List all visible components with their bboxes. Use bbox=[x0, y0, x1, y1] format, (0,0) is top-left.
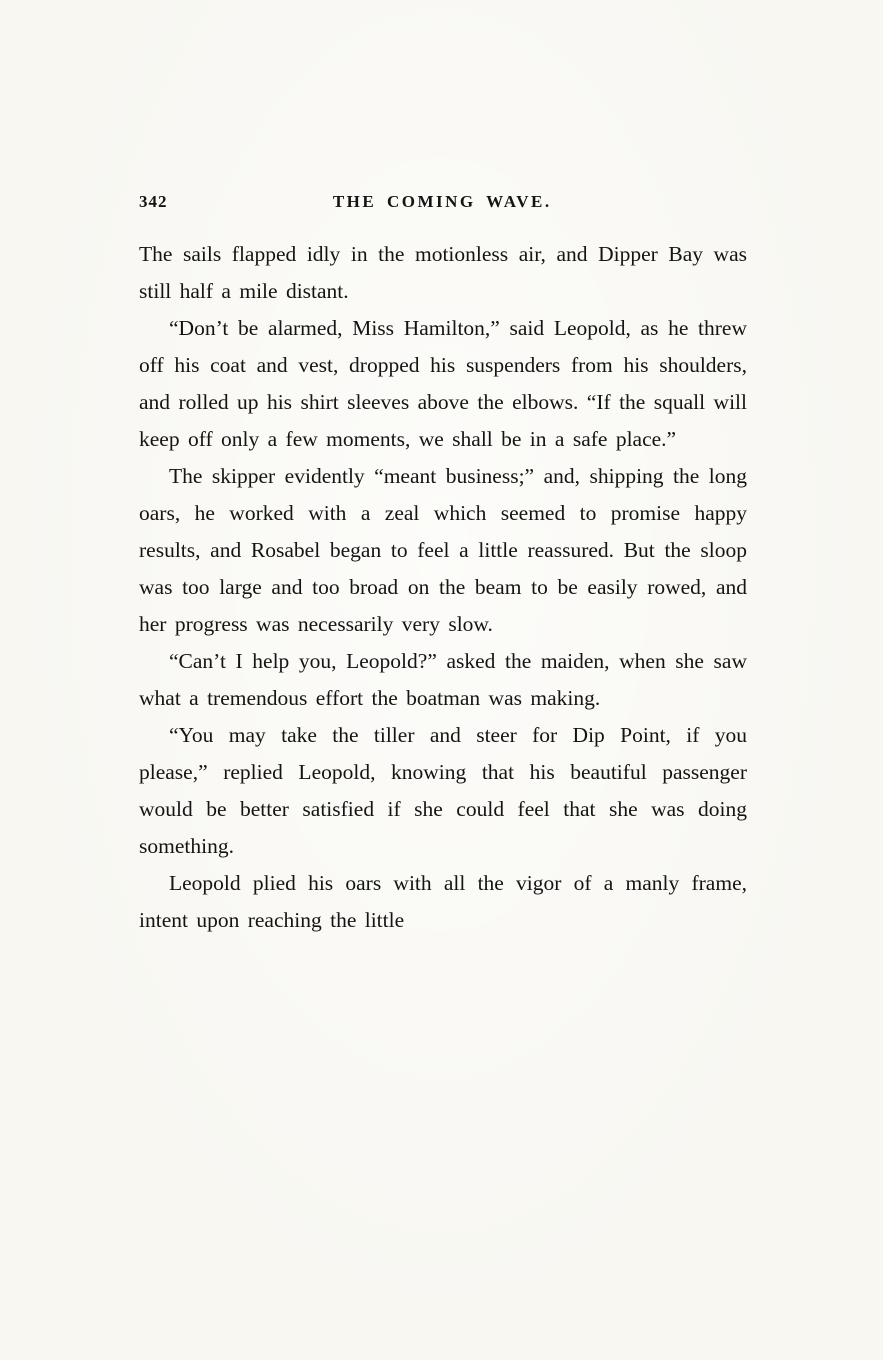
paragraph: The skipper evidently “meant business;” and, shipping the long oars, he worked with a zeal which seemed to promise happy results, and Rosabel began to feel a little reassured. But the sloop was too large and too broad on the beam to be easily rowed, and her progress was necessarily very slow. bbox=[139, 464, 747, 636]
page-title: THE COMING WAVE. bbox=[332, 192, 552, 211]
paragraph: “Can’t I help you, Leopold?” asked the maiden, when she saw what a tremendous effort the boatman was making. bbox=[139, 649, 747, 710]
paragraph: The sails flapped idly in the motionless air, and Dipper Bay was still half a mile distant. bbox=[139, 242, 747, 303]
paragraph: Leopold plied his oars with all the vigor of a manly frame, intent upon reaching the little bbox=[139, 871, 747, 932]
running-head bbox=[139, 192, 747, 212]
page-number: 342 bbox=[139, 192, 168, 211]
paragraph: “Don’t be alarmed, Miss Hamilton,” said Leopold, as he threw off his coat and vest, dropped his suspenders from his shoulders, and rolled up his shirt sleeves above the elbows. “If the squall will keep off only a few moments, we shall be in a safe place.” bbox=[139, 316, 747, 451]
page-body bbox=[139, 236, 747, 939]
paragraph: “You may take the tiller and steer for Dip Point, if you please,” replied Leopold, knowing that his beautiful passenger would be better satisfied if she could feel that she was doing something. bbox=[139, 723, 747, 858]
page-content bbox=[139, 192, 747, 939]
